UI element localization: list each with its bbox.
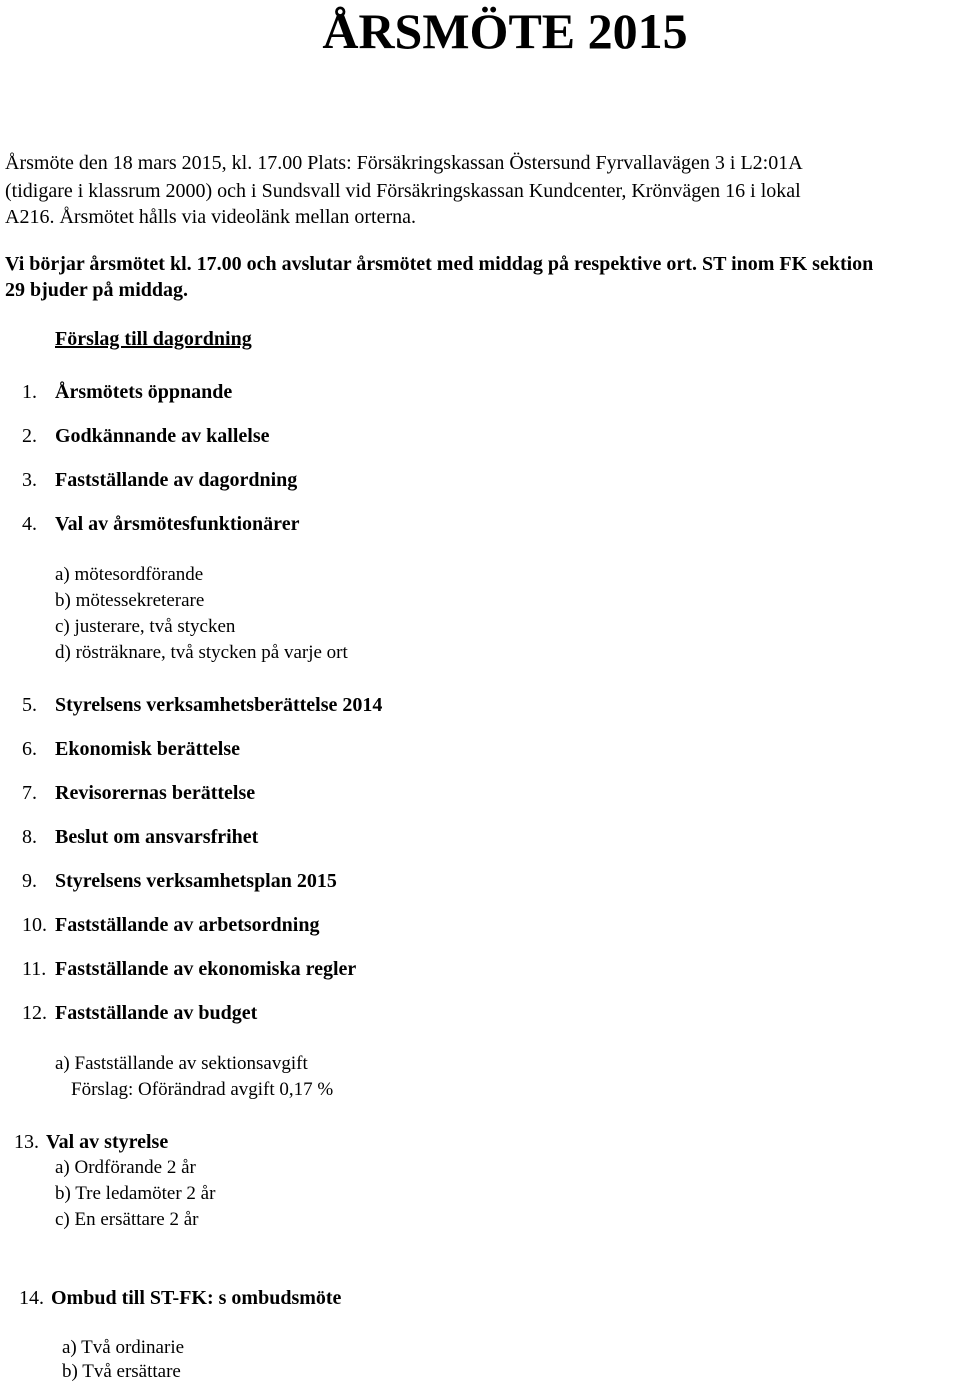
sub-item: a) Två ordinarie bbox=[62, 1337, 185, 1358]
agenda-item-text: Val av styrelse bbox=[46, 1131, 169, 1153]
agenda-item-text: Revisorernas berättelse bbox=[55, 782, 256, 804]
sub-item: b) mötessekreterare bbox=[55, 590, 205, 611]
agenda-item-text: Fastställande av ekonomiska regler bbox=[55, 958, 357, 980]
agenda-item-text: Fastställande av dagordning bbox=[55, 469, 298, 491]
intro-line: A216. Årsmötet hålls via videolänk mellan orterna. bbox=[5, 206, 417, 228]
sub-item: d) rösträknare, två stycken på varje ort bbox=[55, 642, 348, 663]
intro-line: Vi börjar årsmötet kl. 17.00 och avslutar årsmötet med middag på respektive ort. ST inom FK sektion bbox=[5, 253, 874, 275]
agenda-item-number: 3. bbox=[22, 469, 37, 491]
agenda-item-number: 12. bbox=[22, 1002, 47, 1024]
sub-item: c) En ersättare 2 år bbox=[55, 1209, 199, 1230]
agenda-item-number: 2. bbox=[22, 425, 37, 447]
agenda-item-text: Styrelsens verksamhetsplan 2015 bbox=[55, 870, 337, 892]
agenda-item-text: Val av årsmötesfunktionärer bbox=[55, 513, 300, 535]
agenda-item-text: Beslut om ansvarsfrihet bbox=[55, 826, 259, 848]
agenda-item-number: 5. bbox=[22, 694, 37, 716]
agenda-item-number: 6. bbox=[22, 738, 37, 760]
agenda-item-text: Godkännande av kallelse bbox=[55, 425, 270, 447]
sub-item: Förslag: Oförändrad avgift 0,17 % bbox=[71, 1079, 334, 1100]
agenda-item-number: 13. bbox=[14, 1131, 39, 1153]
intro-line: Årsmöte den 18 mars 2015, kl. 17.00 Plats: Försäkringskassan Östersund Fyrvallavägen 3 i L2:01A bbox=[5, 152, 803, 174]
agenda-item-number: 4. bbox=[22, 513, 37, 535]
agenda-item-text: Fastställande av budget bbox=[55, 1002, 258, 1024]
sub-item: b) Tre ledamöter 2 år bbox=[55, 1183, 216, 1204]
sub-item: b) Två ersättare bbox=[62, 1361, 181, 1382]
agenda-item-text: Årsmötets öppnande bbox=[55, 381, 233, 403]
sub-item: a) mötesordförande bbox=[55, 564, 204, 585]
agenda-item-text: Ekonomisk berättelse bbox=[55, 738, 240, 760]
agenda-item-text: Ombud till ST-FK: s ombudsmöte bbox=[51, 1287, 342, 1309]
sub-item: a) Fastställande av sektionsavgift bbox=[55, 1053, 308, 1074]
sub-item: c) justerare, två stycken bbox=[55, 616, 236, 637]
agenda-item-number: 8. bbox=[22, 826, 37, 848]
agenda-item-text: Styrelsens verksamhetsberättelse 2014 bbox=[55, 694, 383, 716]
agenda-item-number: 9. bbox=[22, 870, 37, 892]
intro-line: 29 bjuder på middag. bbox=[5, 279, 189, 301]
intro-line: (tidigare i klassrum 2000) och i Sundsvall vid Försäkringskassan Kundcenter, Krönvägen 16 i lokal bbox=[5, 180, 801, 202]
agenda-item-number: 11. bbox=[22, 958, 47, 980]
agenda-item-number: 14. bbox=[19, 1287, 44, 1309]
agenda-heading: Förslag till dagordning bbox=[55, 328, 252, 350]
agenda-item-number: 10. bbox=[22, 914, 47, 936]
agenda-item-text: Fastställande av arbetsordning bbox=[55, 914, 320, 936]
page-title: ÅRSMÖTE 2015 bbox=[322, 3, 688, 59]
agenda-item-number: 1. bbox=[22, 381, 37, 403]
agenda-item-number: 7. bbox=[22, 782, 37, 804]
sub-item: a) Ordförande 2 år bbox=[55, 1157, 196, 1178]
